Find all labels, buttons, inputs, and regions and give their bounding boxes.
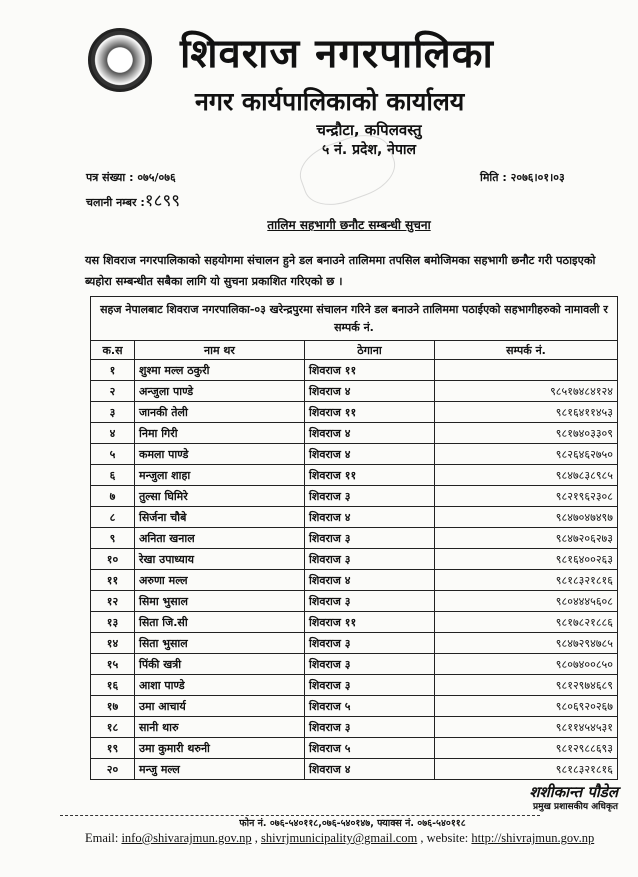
table-row	[91, 486, 618, 507]
name-cell: सिर्जना चौबे	[135, 507, 305, 528]
address-cell: शिवराज ११	[305, 402, 435, 423]
notice-heading: तालिम सहभागी छनौट सम्बन्धी सुचना	[267, 218, 431, 232]
name-cell: जानकी तेली	[135, 402, 305, 423]
name-cell: मन्जुला शाहा	[135, 465, 305, 486]
name-cell: अनिता खनाल	[135, 528, 305, 549]
signature-block	[85, 783, 620, 813]
name-cell: मन्जु मल्ल	[135, 759, 305, 780]
address-cell: शिवराज ३	[305, 486, 435, 507]
table-row	[91, 465, 618, 486]
dispatch-value: १८९९	[144, 191, 181, 211]
table-row	[91, 654, 618, 675]
serial-cell: १४	[91, 633, 135, 654]
date-label: मिति :	[480, 171, 507, 184]
serial-cell: १७	[91, 696, 135, 717]
name-cell: उमा कुमारी थरुनी	[135, 738, 305, 759]
email-label: Email:	[85, 831, 119, 845]
serial-cell: ५	[91, 444, 135, 465]
address-line-1: चन्द्रौटा, कपिलवस्तु	[316, 121, 422, 139]
table-row	[91, 444, 618, 465]
col-address: ठेगाना	[305, 341, 435, 360]
address-cell: शिवराज ४	[305, 570, 435, 591]
contact-cell: ९८११४५४५३१	[435, 717, 618, 738]
email-link-2[interactable]: shivrjmunicipality@gmail.com	[260, 831, 418, 845]
table-row	[91, 549, 618, 570]
name-cell: कमला पाण्डे	[135, 444, 305, 465]
serial-cell: ३	[91, 402, 135, 423]
contact-cell	[435, 360, 618, 381]
address-cell: शिवराज ११	[305, 612, 435, 633]
table-row	[91, 528, 618, 549]
document-body	[85, 250, 620, 846]
address-cell: शिवराज ४	[305, 423, 435, 444]
name-cell: उमा आचार्य	[135, 696, 305, 717]
contact-cell: ९८१८३२१८१६	[435, 759, 618, 780]
website-link[interactable]: http://shivrajmun.gov.np	[471, 831, 595, 845]
signature-name: शशीकान्त पौडेल	[529, 783, 618, 801]
table-header-row	[91, 341, 618, 360]
name-cell: सिता भुसाल	[135, 633, 305, 654]
address-cell: शिवराज ३	[305, 633, 435, 654]
contact-cell: ९८४७२०६२७३	[435, 528, 618, 549]
contact-cell: ९८१७४०३३०९	[435, 423, 618, 444]
table-row	[91, 402, 618, 423]
separator: ,	[254, 831, 258, 845]
table-row	[91, 570, 618, 591]
notice-body: यस शिवराज नगरपालिकाको सहयोगमा संचालन हुने डल बनाउने तालिममा तपसिल बमोजिमका सहभागी छनौट गरी पठाइएको ब्यहोरा सम्बन्धीत सबैका लागि यो सुचना प्रकाशित गरिएको छ ।	[85, 254, 596, 288]
table-row	[91, 612, 618, 633]
address-cell: शिवराज ३	[305, 717, 435, 738]
contact-cell: ९८२६४६२७५०	[435, 444, 618, 465]
contact-cell: ९८०४४४५६०८	[435, 591, 618, 612]
name-cell: अन्जुला पाण्डे	[135, 381, 305, 402]
table-row	[91, 591, 618, 612]
address-cell: शिवराज ३	[305, 654, 435, 675]
serial-cell: १५	[91, 654, 135, 675]
contact-cell: ९८०६९२०२६७	[435, 696, 618, 717]
address-cell: शिवराज ५	[305, 738, 435, 759]
email-link-1[interactable]: info@shivarajmun.gov.np	[121, 831, 252, 845]
serial-cell: ६	[91, 465, 135, 486]
address-cell: शिवराज ४	[305, 444, 435, 465]
table-row	[91, 675, 618, 696]
address-cell: शिवराज ४	[305, 381, 435, 402]
participants-table	[90, 296, 618, 780]
contact-cell: ९८५१७४८४१२४	[435, 381, 618, 402]
serial-cell: १३	[91, 612, 135, 633]
contact-cell: ९८४७०४७४९७	[435, 507, 618, 528]
date	[480, 170, 565, 185]
col-serial: क.स	[91, 341, 135, 360]
table-row	[91, 423, 618, 444]
contact-cell: ९८१६४११४५३	[435, 402, 618, 423]
table-caption: सहज नेपालबाट शिवराज नगरपालिका-०३ खरेन्द्रपुरमा संचालन गरिने डल बनाउने तालिममा पठाईएको सहभागीहरुको नामावली र सम्पर्क नं.	[91, 297, 618, 341]
municipality-logo	[88, 28, 152, 92]
address-cell: शिवराज ३	[305, 528, 435, 549]
address-cell: शिवराज ३	[305, 549, 435, 570]
address-cell: शिवराज ११	[305, 465, 435, 486]
contact-cell: ९८०७४००८५०	[435, 654, 618, 675]
website-label: , website:	[420, 831, 469, 845]
name-cell: रेखा उपाध्याय	[135, 549, 305, 570]
serial-cell: १९	[91, 738, 135, 759]
contact-cell: ९८१२९८८६९३	[435, 738, 618, 759]
address-cell: शिवराज ५	[305, 696, 435, 717]
address-cell: शिवराज ११	[305, 360, 435, 381]
serial-cell: ७	[91, 486, 135, 507]
name-cell: सानी थारु	[135, 717, 305, 738]
address-cell: शिवराज ४	[305, 759, 435, 780]
serial-cell: २०	[91, 759, 135, 780]
table-row	[91, 717, 618, 738]
serial-cell: ८	[91, 507, 135, 528]
serial-cell: १०	[91, 549, 135, 570]
name-cell: आशा पाण्डे	[135, 675, 305, 696]
signature-title: प्रमुख प्रशासकीय अधिकृत	[532, 802, 618, 812]
name-cell: निमा गिरी	[135, 423, 305, 444]
address-cell: शिवराज ३	[305, 591, 435, 612]
table-row	[91, 759, 618, 780]
footer-divider	[60, 815, 540, 816]
dispatch-label: चलानी नम्बर :	[86, 196, 145, 209]
serial-cell: १६	[91, 675, 135, 696]
contact-cell: ९८२१९६२३०८	[435, 486, 618, 507]
col-contact: सम्पर्क नं.	[435, 341, 618, 360]
serial-cell: १२	[91, 591, 135, 612]
footer-contact	[85, 831, 620, 846]
contact-cell: ९८१२९७४६८९	[435, 675, 618, 696]
table-row	[91, 381, 618, 402]
serial-cell: ४	[91, 423, 135, 444]
name-cell: सिमा भुसाल	[135, 591, 305, 612]
footer-phone: फोन नं. ०७६-५४०११८,०७६-५४०१४७, फ्याक्स नं. ०७६-५४०११८	[239, 818, 466, 829]
contact-cell: ९८१६४००२६३	[435, 549, 618, 570]
serial-cell: १	[91, 360, 135, 381]
name-cell: पिंकी खत्री	[135, 654, 305, 675]
serial-cell: ९	[91, 528, 135, 549]
contact-cell: ९८१८३२१८१६	[435, 570, 618, 591]
ref-label: पत्र संख्या :	[86, 171, 134, 184]
contact-cell: ९८१७८२१८८६	[435, 612, 618, 633]
ref-value: ०७५/०७६	[137, 171, 176, 184]
col-name: नाम थर	[135, 341, 305, 360]
address-cell: शिवराज ४	[305, 507, 435, 528]
contact-cell: ९८४७२९४७८५	[435, 633, 618, 654]
address-line-2: ५ नं. प्रदेश, नेपाल	[321, 142, 417, 158]
page-title: शिवराज नगरपालिका	[180, 31, 494, 77]
table-row	[91, 738, 618, 759]
reference-number	[86, 170, 176, 185]
name-cell: तुल्सा घिमिरे	[135, 486, 305, 507]
name-cell: शुश्मा मल्ल ठकुरी	[135, 360, 305, 381]
address-cell: शिवराज ३	[305, 675, 435, 696]
date-value: २०७६।०१।०३	[510, 171, 565, 184]
serial-cell: ११	[91, 570, 135, 591]
serial-cell: २	[91, 381, 135, 402]
table-row	[91, 360, 618, 381]
dispatch-number	[86, 188, 180, 211]
table-row	[91, 633, 618, 654]
serial-cell: १८	[91, 717, 135, 738]
name-cell: अरुणा मल्ल	[135, 570, 305, 591]
contact-cell: ९८४७८३८९८५	[435, 465, 618, 486]
table-row	[91, 507, 618, 528]
name-cell: सिता जि.सी	[135, 612, 305, 633]
table-row	[91, 696, 618, 717]
office-subtitle: नगर कार्यपालिकाको कार्यालय	[195, 87, 465, 116]
